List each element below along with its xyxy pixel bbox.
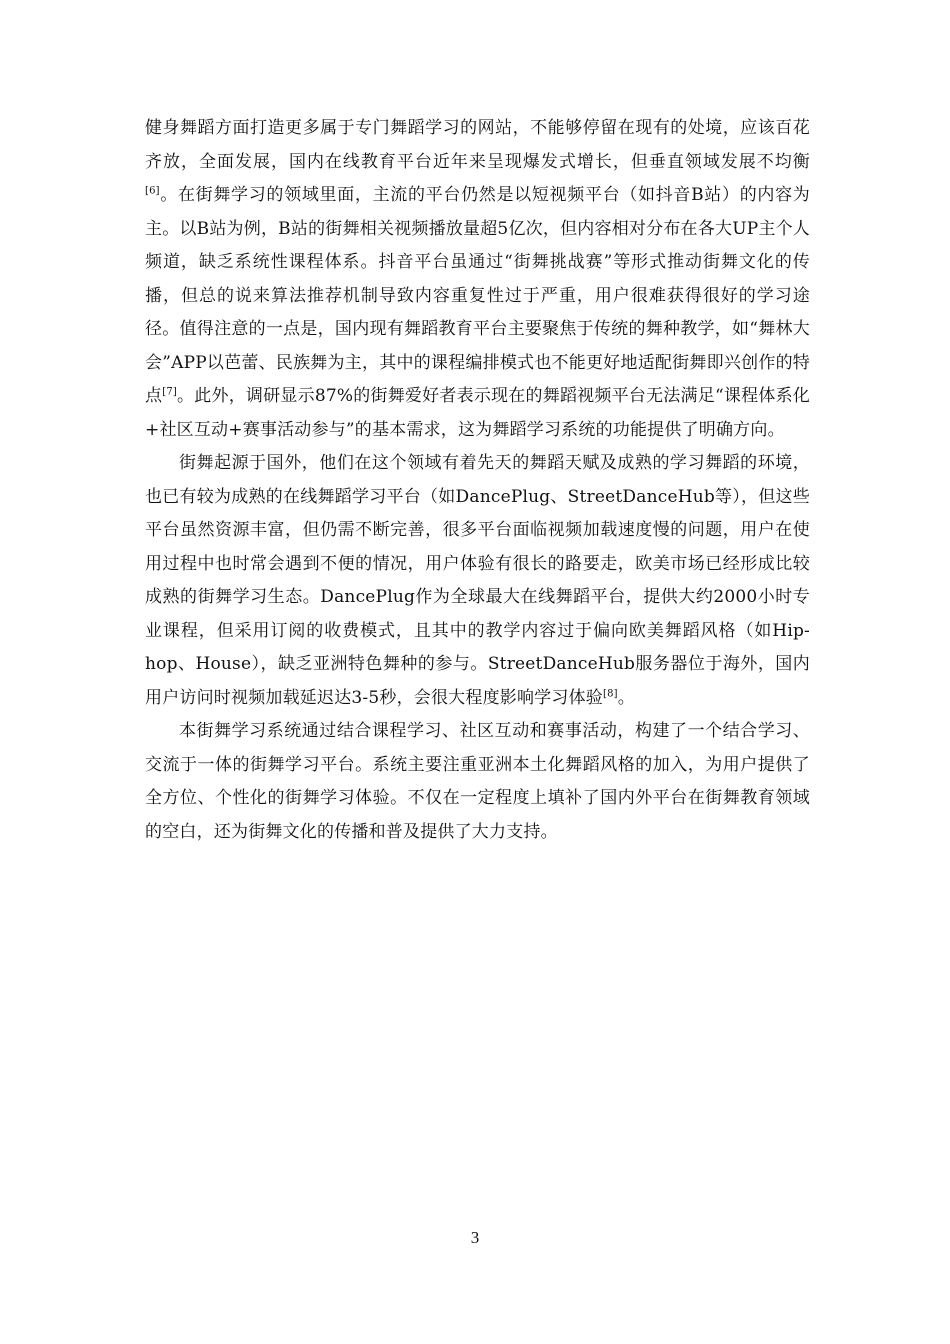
paragraph-1-text-a: 健身舞蹈方面打造更多属于专门舞蹈学习的网站，不能够停留在现有的处境，应该百花齐放，全面发展，国内在线教育平台近年来呈现爆发式增长，但垂直领域发展不均衡 (145, 118, 810, 172)
citation-8: [8] (602, 687, 618, 699)
paragraph-1 (145, 112, 810, 447)
paragraph-3-text: 本街舞学习系统通过结合课程学习、社区互动和赛事活动，构建了一个结合学习、交流于一体的街舞学习平台。系统主要注重亚洲本土化舞蹈风格的加入，为用户提供了全方位、个性化的街舞学习体验。不仅在一定程度上填补了国内外平台在街舞教育领域的空白，还为街舞文化的传播和普及提供了大力支持。 (145, 721, 810, 842)
citation-7: [7] (162, 386, 177, 398)
paragraph-3 (145, 715, 810, 849)
body-text (145, 112, 810, 849)
page-number: 3 (470, 1228, 480, 1247)
citation-6: [6] (145, 185, 160, 197)
paragraph-1-text-b: 。在街舞学习的领域里面，主流的平台仍然是以短视频平台（如抖音B站）的内容为主。以B站为例，B站的街舞相关视频播放量超5亿次，但内容相对分布在各大UP主个人频道，缺乏系统性课程体系。抖音平台虽通过“街舞挑战赛”等形式推动街舞文化的传播，但总的说来算法推荐机制导致内容重复性过于严重，用户很难获得很好的学习途径。值得注意的一点是，国内现有舞蹈教育平台主要聚焦于传统的舞种教学，如“舞林大会”APP以芭蕾、民族舞为主，其中的课程编排模式也不能更好地适配街舞即兴创作的特点 (145, 185, 810, 406)
paragraph-2-text-a: 街舞起源于国外，他们在这个领域有着先天的舞蹈天赋及成熟的学习舞蹈的环境，也已有较为成熟的在线舞蹈学习平台（如DancePlug、StreetDanceHub等），但这些平台虽然资源丰富，但仍需不断完善，很多平台面临视频加载速度慢的问题，用户在使用过程中也时常会遇到不便的情况，用户体验有很长的路要走，欧美市场已经形成比较成熟的街舞学习生态。DancePlug作为全球最大在线舞蹈平台，提供大约2000小时专业课程，但采用订阅的收费模式，且其中的教学内容过于偏向欧美舞蹈风格（如Hip-hop、House），缺乏亚洲特色舞种的参与。StreetDanceHub服务器位于海外，国内用户访问时视频加载延迟达3-5秒，会很大程度影响学习体验 (145, 453, 810, 708)
paragraph-1-text-c: 。此外，调研显示87%的街舞爱好者表示现在的舞蹈视频平台无法满足“课程体系化+社区互动+赛事活动参与”的基本需求，这为舞蹈学习系统的功能提供了明确方向。 (145, 386, 811, 440)
paragraph-2-text-b: 。 (617, 687, 635, 708)
paragraph-2 (145, 447, 810, 715)
